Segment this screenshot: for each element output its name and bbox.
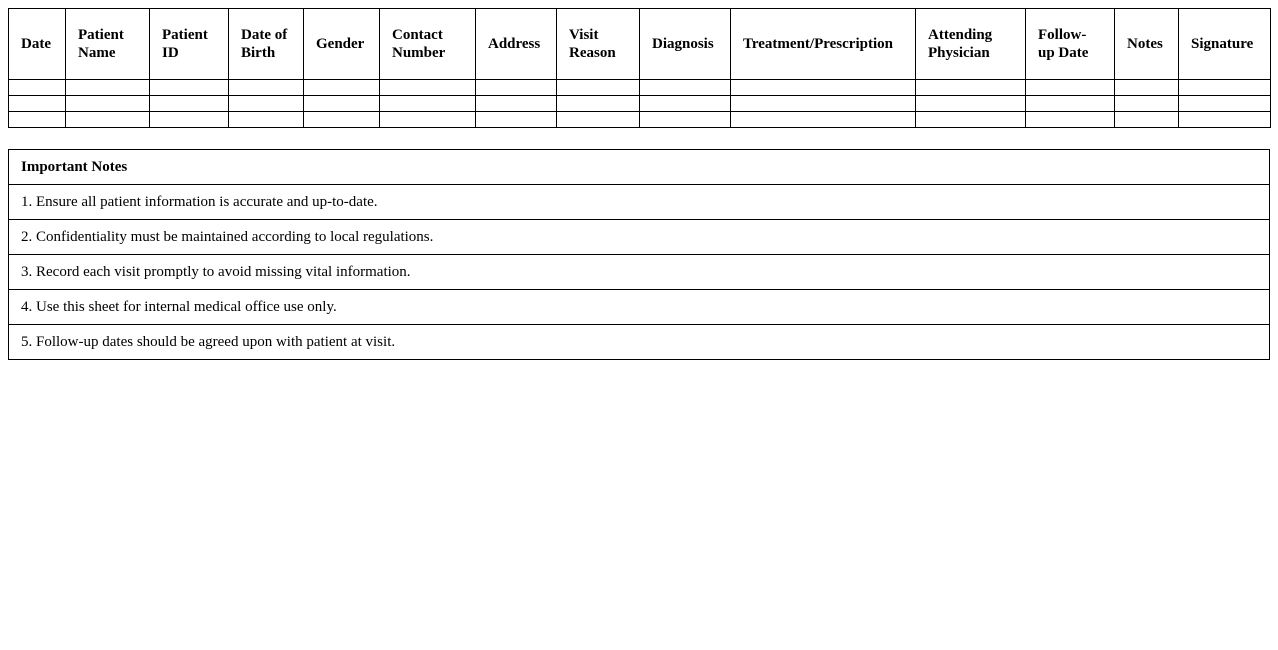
table-cell[interactable] bbox=[916, 80, 1026, 96]
table-row bbox=[9, 80, 1271, 96]
table-cell[interactable] bbox=[380, 96, 476, 112]
table-cell[interactable] bbox=[1179, 80, 1271, 96]
table-cell[interactable] bbox=[150, 112, 229, 128]
table-row bbox=[9, 112, 1271, 128]
table-cell[interactable] bbox=[916, 96, 1026, 112]
note-item-3: 3. Record each visit promptly to avoid missing vital information. bbox=[9, 255, 1270, 290]
notes-title: Important Notes bbox=[9, 150, 1270, 185]
note-row bbox=[9, 255, 1270, 290]
table-cell[interactable] bbox=[731, 112, 916, 128]
note-row bbox=[9, 325, 1270, 360]
notes-header-row bbox=[9, 150, 1270, 185]
table-cell[interactable] bbox=[150, 80, 229, 96]
note-item-2: 2. Confidentiality must be maintained according to local regulations. bbox=[9, 220, 1270, 255]
table-cell[interactable] bbox=[9, 96, 66, 112]
column-header-follow-up-date: Follow-up Date bbox=[1026, 9, 1115, 80]
table-cell[interactable] bbox=[150, 96, 229, 112]
note-row bbox=[9, 220, 1270, 255]
note-item-4: 4. Use this sheet for internal medical office use only. bbox=[9, 290, 1270, 325]
table-cell[interactable] bbox=[229, 80, 304, 96]
table-cell[interactable] bbox=[640, 112, 731, 128]
column-header-date: Date bbox=[9, 9, 66, 80]
table-cell[interactable] bbox=[916, 112, 1026, 128]
table-cell[interactable] bbox=[1115, 96, 1179, 112]
column-header-visit-reason: Visit Reason bbox=[557, 9, 640, 80]
note-item-1: 1. Ensure all patient information is accurate and up-to-date. bbox=[9, 185, 1270, 220]
column-header-notes: Notes bbox=[1115, 9, 1179, 80]
table-cell[interactable] bbox=[9, 80, 66, 96]
note-row bbox=[9, 185, 1270, 220]
table-cell[interactable] bbox=[304, 80, 380, 96]
column-header-patient-name: Patient Name bbox=[66, 9, 150, 80]
column-header-diagnosis: Diagnosis bbox=[640, 9, 731, 80]
column-header-address: Address bbox=[476, 9, 557, 80]
note-row bbox=[9, 290, 1270, 325]
log-table-body bbox=[9, 80, 1271, 128]
table-cell[interactable] bbox=[476, 96, 557, 112]
table-cell[interactable] bbox=[1179, 112, 1271, 128]
column-header-treatment-prescription: Treatment/Prescription bbox=[731, 9, 916, 80]
table-cell[interactable] bbox=[1115, 80, 1179, 96]
table-cell[interactable] bbox=[1026, 112, 1115, 128]
table-cell[interactable] bbox=[1026, 80, 1115, 96]
table-cell[interactable] bbox=[229, 112, 304, 128]
table-cell[interactable] bbox=[304, 96, 380, 112]
table-cell[interactable] bbox=[476, 112, 557, 128]
table-cell[interactable] bbox=[640, 96, 731, 112]
note-item-5: 5. Follow-up dates should be agreed upon with patient at visit. bbox=[9, 325, 1270, 360]
column-header-signature: Signature bbox=[1179, 9, 1271, 80]
table-cell[interactable] bbox=[1179, 96, 1271, 112]
table-cell[interactable] bbox=[9, 112, 66, 128]
column-header-attending-physician: Attending Physician bbox=[916, 9, 1026, 80]
column-header-gender: Gender bbox=[304, 9, 380, 80]
patient-visit-log-table bbox=[8, 8, 1271, 128]
table-cell[interactable] bbox=[640, 80, 731, 96]
table-cell[interactable] bbox=[66, 96, 150, 112]
table-cell[interactable] bbox=[557, 96, 640, 112]
table-row bbox=[9, 96, 1271, 112]
table-cell[interactable] bbox=[476, 80, 557, 96]
log-table-header-row bbox=[9, 9, 1271, 80]
table-cell[interactable] bbox=[66, 80, 150, 96]
column-header-contact-number: Contact Number bbox=[380, 9, 476, 80]
column-header-date-of-birth: Date of Birth bbox=[229, 9, 304, 80]
table-cell[interactable] bbox=[304, 112, 380, 128]
table-cell[interactable] bbox=[731, 80, 916, 96]
table-cell[interactable] bbox=[557, 80, 640, 96]
table-cell[interactable] bbox=[731, 96, 916, 112]
table-cell[interactable] bbox=[229, 96, 304, 112]
table-cell[interactable] bbox=[1115, 112, 1179, 128]
patient-log-sheet bbox=[8, 8, 1270, 360]
column-header-patient-id: Patient ID bbox=[150, 9, 229, 80]
table-cell[interactable] bbox=[380, 80, 476, 96]
table-cell[interactable] bbox=[557, 112, 640, 128]
table-cell[interactable] bbox=[1026, 96, 1115, 112]
table-cell[interactable] bbox=[380, 112, 476, 128]
table-cell[interactable] bbox=[66, 112, 150, 128]
important-notes-table bbox=[8, 149, 1270, 360]
